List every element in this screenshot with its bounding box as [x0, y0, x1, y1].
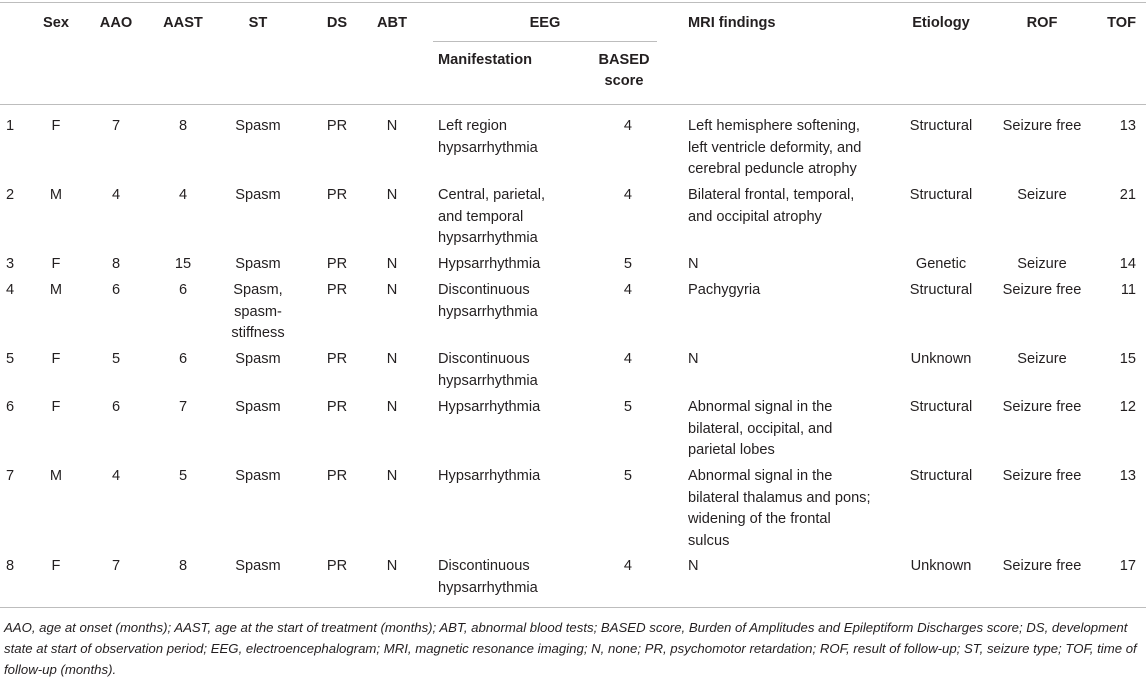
cell-eeg-line: hypsarrhythmia [438, 139, 538, 156]
cell-rof: Seizure free [1002, 282, 1082, 298]
cell-based: 5 [623, 399, 632, 415]
header-based-score-line1: BASED [598, 52, 650, 68]
cell-aast: 6 [178, 282, 188, 298]
cell-tof: 21 [1119, 187, 1136, 203]
cell-ds: PR [326, 468, 348, 484]
cell-sex: F [51, 558, 61, 574]
cell-tof: 13 [1119, 468, 1136, 484]
cell-st-line: spasm- [234, 303, 282, 320]
eeg-header-rule [433, 41, 657, 42]
cell-tof: 13 [1119, 118, 1136, 134]
cell-eeg-line: Hypsarrhythmia [438, 468, 541, 484]
cell-num: 3 [6, 256, 15, 272]
cell-mri-line: Pachygyria [688, 282, 761, 298]
cell-tof: 14 [1119, 256, 1136, 272]
cell-aast: 8 [178, 118, 188, 134]
cell-ds: PR [326, 399, 348, 415]
cell-sex: M [49, 282, 63, 298]
cell-etiology: Unknown [910, 558, 972, 574]
cell-ds: PR [326, 282, 348, 298]
cell-aao: 4 [111, 187, 121, 203]
header-eeg-manifestation: Manifestation [438, 52, 533, 68]
cell-mri-line: Abnormal signal in the [688, 468, 833, 484]
cell-based: 5 [623, 256, 632, 272]
cell-tof: 17 [1119, 558, 1136, 574]
cell-eeg-line: hypsarrhythmia [438, 303, 538, 320]
cell-based: 4 [623, 118, 632, 134]
cell-st-line: Spasm [235, 118, 281, 134]
table-top-rule [0, 2, 1146, 3]
cell-ds: PR [326, 558, 348, 574]
cell-etiology: Structural [909, 118, 973, 134]
cell-etiology: Unknown [910, 351, 972, 367]
cell-rof: Seizure free [1002, 118, 1082, 134]
cell-rof: Seizure [1017, 256, 1067, 272]
cell-st-line: stiffness [231, 325, 285, 341]
cell-tof: 15 [1119, 351, 1136, 367]
cell-mri-line: Bilateral frontal, temporal, [688, 187, 855, 203]
cell-etiology: Structural [909, 187, 973, 203]
cell-etiology: Structural [909, 468, 973, 484]
cell-rof: Seizure free [1002, 399, 1082, 415]
cell-num: 6 [6, 399, 15, 415]
cell-st-line: Spasm [235, 558, 281, 574]
cell-mri-line: cerebral peduncle atrophy [688, 161, 857, 177]
table-bottom-rule [0, 607, 1146, 608]
cell-num: 4 [6, 282, 15, 298]
cell-eeg-line: Left region [438, 118, 507, 134]
cell-ds: PR [326, 118, 348, 134]
cell-eeg-line: hypsarrhythmia [438, 372, 538, 389]
cell-ds: PR [326, 256, 348, 272]
header-tof: TOF [1107, 15, 1136, 31]
header-st: ST [248, 15, 268, 31]
cell-mri-line: N [688, 256, 699, 272]
cell-eeg-line: and temporal [438, 208, 524, 225]
cell-st-line: Spasm [235, 187, 281, 203]
cell-mri-line: N [688, 351, 699, 367]
cell-aao: 6 [111, 282, 121, 298]
cell-mri-line: widening of the frontal [688, 511, 831, 527]
cell-sex: M [49, 468, 63, 484]
cell-num: 5 [6, 351, 15, 367]
header-etiology: Etiology [912, 15, 970, 31]
cell-abt: N [386, 118, 398, 134]
cell-abt: N [386, 468, 398, 484]
cell-aao: 7 [111, 558, 121, 574]
cell-st-line: Spasm [235, 468, 281, 484]
header-aao: AAO [99, 15, 133, 31]
cell-based: 4 [623, 351, 632, 367]
cell-etiology: Structural [909, 399, 973, 415]
cell-st-line: Spasm [235, 256, 281, 272]
cell-eeg-line: hypsarrhythmia [438, 230, 538, 246]
cell-eeg-line: Central, parietal, [438, 187, 546, 203]
cell-aao: 8 [111, 256, 121, 272]
header-ds: DS [326, 15, 348, 31]
cell-ds: PR [326, 187, 348, 203]
cell-etiology: Genetic [915, 256, 967, 272]
cell-mri-line: bilateral, occipital, and [688, 420, 833, 437]
cell-num: 7 [6, 468, 15, 484]
cell-aao: 5 [111, 351, 121, 367]
cell-aast: 5 [178, 468, 188, 484]
cell-mri-line: bilateral thalamus and pons; [688, 489, 871, 506]
cell-rof: Seizure [1017, 187, 1067, 203]
cell-eeg-line: Discontinuous [438, 282, 530, 298]
cell-eeg-line: Hypsarrhythmia [438, 256, 541, 272]
table-footnote: AAO, age at onset (months); AAST, age at the start of treatment (months); ABT, abnormal blood tests; BASED score, Burden of Amplitudes and Epileptiform Discharges score; DS, development state at start of observation period; EEG, electroencephalogram; MRI, magnetic resonance imaging; N, none; PR, psychomotor retardation; ROF, result of follow-up; ST, seizure type; TOF, time of follow-up (months). [4, 620, 1137, 677]
cell-sex: M [49, 187, 63, 203]
cell-st-line: Spasm [235, 399, 281, 415]
cell-based: 5 [623, 468, 632, 484]
cell-aao: 7 [111, 118, 121, 134]
cell-tof: 12 [1119, 399, 1136, 415]
cell-rof: Seizure [1017, 351, 1067, 367]
header-bottom-rule [0, 104, 1146, 105]
cell-st-line: Spasm, [233, 282, 283, 298]
cell-abt: N [386, 187, 398, 203]
cell-sex: F [51, 256, 61, 272]
cell-sex: F [51, 399, 61, 415]
cell-sex: F [51, 351, 61, 367]
cell-based: 4 [623, 558, 632, 574]
cell-rof: Seizure free [1002, 468, 1082, 484]
cell-based: 4 [623, 187, 632, 203]
cell-ds: PR [326, 351, 348, 367]
header-sex: Sex [43, 15, 69, 31]
header-abt: ABT [377, 15, 407, 31]
cell-abt: N [386, 282, 398, 298]
cell-mri-line: Left hemisphere softening, [688, 118, 860, 134]
cell-eeg-line: Discontinuous [438, 558, 530, 574]
cell-abt: N [386, 351, 398, 367]
cell-aast: 8 [178, 558, 188, 574]
cell-eeg-line: Discontinuous [438, 351, 530, 367]
cell-mri-line: left ventricle deformity, and [688, 139, 862, 156]
cell-based: 4 [623, 282, 632, 298]
cell-num: 1 [6, 118, 15, 134]
cell-aao: 6 [111, 399, 121, 415]
cell-sex: F [51, 118, 61, 134]
cell-mri-line: and occipital atrophy [688, 208, 822, 225]
cell-eeg-line: hypsarrhythmia [438, 579, 538, 596]
cell-abt: N [386, 256, 398, 272]
cell-abt: N [386, 399, 398, 415]
cell-num: 8 [6, 558, 15, 574]
header-rof: ROF [1026, 15, 1058, 31]
header-aast: AAST [163, 15, 203, 31]
cell-num: 2 [6, 187, 15, 203]
header-eeg: EEG [529, 15, 561, 31]
cell-rof: Seizure free [1002, 558, 1082, 574]
header-mri: MRI findings [688, 15, 776, 31]
cell-aast: 4 [178, 187, 188, 203]
cell-aast: 7 [178, 399, 188, 415]
header-based-score-line2: score [604, 73, 644, 89]
cell-aao: 4 [111, 468, 121, 484]
cell-aast: 15 [174, 256, 192, 272]
cell-abt: N [386, 558, 398, 574]
cell-mri-line: N [688, 558, 699, 574]
cell-tof: 11 [1120, 282, 1136, 298]
cell-mri-line: sulcus [688, 532, 730, 549]
cell-aast: 6 [178, 351, 188, 367]
cell-etiology: Structural [909, 282, 973, 298]
cell-mri-line: parietal lobes [688, 442, 775, 458]
cell-eeg-line: Hypsarrhythmia [438, 399, 541, 415]
cell-mri-line: Abnormal signal in the [688, 399, 833, 415]
cell-st-line: Spasm [235, 351, 281, 367]
